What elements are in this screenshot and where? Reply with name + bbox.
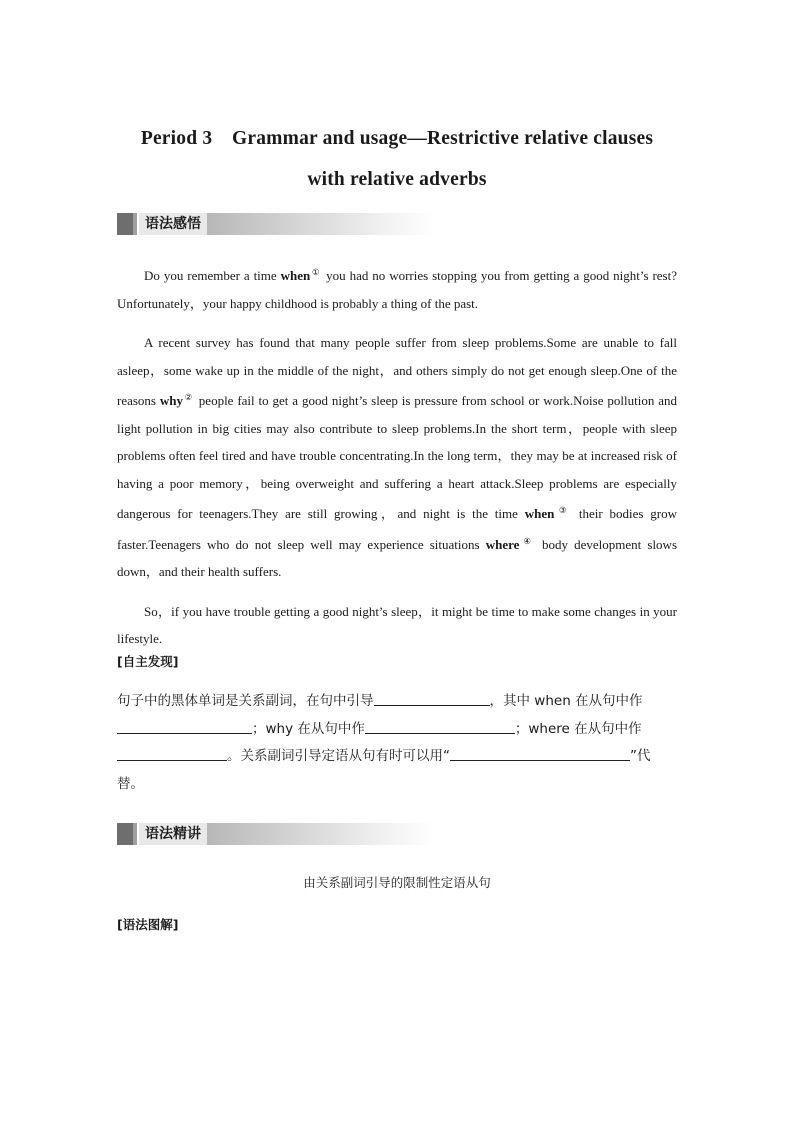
exercise-text: ；why 在从句中作 [252, 720, 365, 737]
section-marker [117, 213, 133, 235]
answer-blank-5[interactable] [450, 746, 630, 761]
bold-keyword: why [159, 393, 183, 408]
answer-blank-1[interactable] [374, 691, 490, 706]
answer-blank-3[interactable] [365, 719, 515, 734]
text-run: body development slows down，and their health suffers. [117, 536, 677, 579]
footnote-marker: ④ [520, 535, 534, 546]
section-header-explanation [117, 823, 435, 845]
section-label: 语法感悟 [137, 213, 207, 235]
paragraph-2 [117, 329, 677, 586]
paragraph-1 [117, 259, 677, 317]
section-label: 语法精讲 [137, 823, 207, 845]
bold-keyword: when [280, 268, 311, 283]
title-line-1: Period 3 Grammar and usage—Restrictive relative clauses [140, 128, 654, 149]
exercise-text: ，其中 when 在从句中作 [489, 693, 643, 709]
footnote-marker: ② [184, 392, 193, 402]
explanation-heading: 由关系副词引导的限制性定语从句 [303, 875, 491, 890]
exercise-text: ”代替。 [117, 748, 651, 792]
discovery-tag: [自主发现] [117, 654, 179, 669]
text-run: A recent survey has found that many people suffer from sleep problems.Some are unable to fall asleep，some wake up in the middle of the night，and others simply do not get enough sleep.One of the reasons [117, 335, 677, 408]
reading-passage [117, 259, 677, 653]
text-run: Do you remember a time [144, 268, 281, 283]
footnote-marker: ① [311, 267, 321, 277]
paragraph-3 [117, 598, 677, 653]
discovery-exercise [117, 688, 677, 798]
section-header-perception [117, 213, 435, 235]
page-title [117, 118, 677, 200]
text-run: their bodies grow faster.Teenagers who do not sleep well may experience situations [117, 506, 678, 552]
bold-keyword: where [485, 536, 520, 552]
bold-keyword: when [524, 506, 555, 521]
answer-blank-2[interactable] [117, 719, 252, 734]
exercise-text: 句子中的黑体单词是关系副词，在句中引导 [117, 693, 374, 709]
section-marker [117, 823, 133, 845]
title-line-2: with relative adverbs [307, 169, 487, 190]
footnote-marker: ③ [555, 505, 571, 515]
answer-blank-4[interactable] [117, 746, 227, 761]
exercise-text: ；where 在从句中作 [514, 720, 642, 737]
grammar-diagram-tag: [语法图解] [117, 917, 179, 932]
exercise-text: 。关系副词引导定语从句有时可以用“ [227, 748, 450, 764]
text-run: people fail to get a good night’s sleep is pressure from school or work.Noise pollution and light pollution in big cities may also contribute to sleep problems.In the short term，people with sleep problems often feel tired and have trouble concentrating.In the long term，they may be at increased risk of having a poor memory，being overweight and suffering a heart attack.Sleep problems are especially dangerous for teenagers.They are still growing，and night is the time [117, 393, 677, 521]
text-run: you had no worries stopping you from getting a good night’s rest? Unfortunately，your happy childhood is probably a thing of the past. [117, 268, 677, 311]
text-run: So，if you have trouble getting a good night’s sleep，it might be time to make some changes in your lifestyle. [117, 603, 677, 646]
